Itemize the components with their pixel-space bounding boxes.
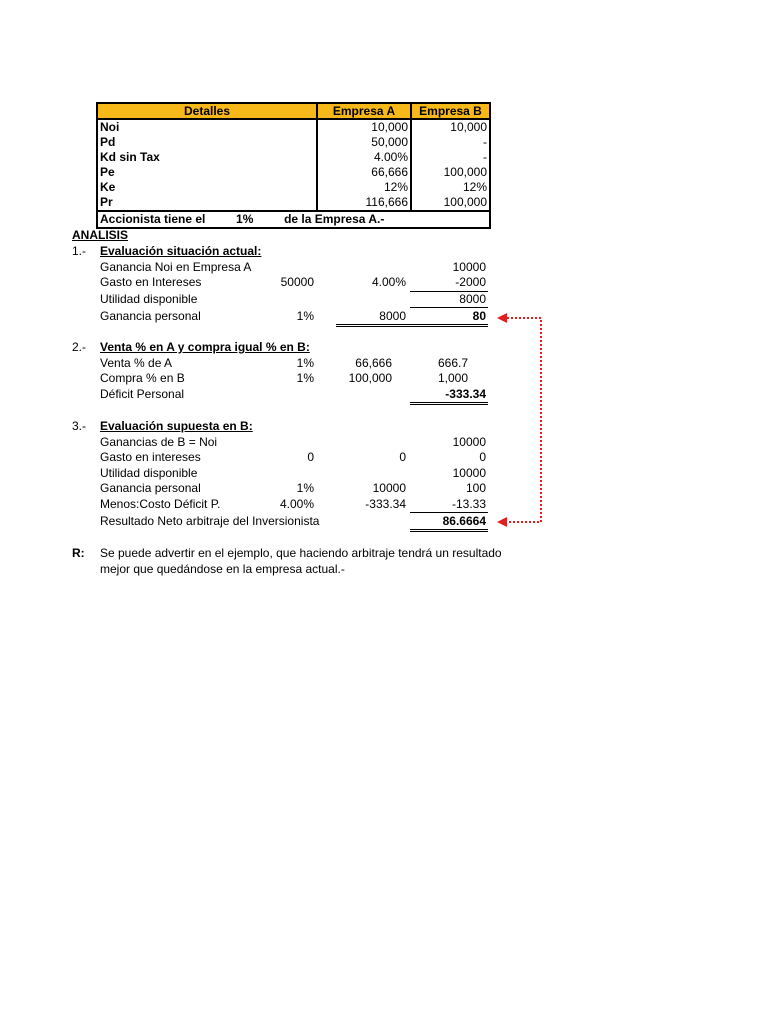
table-header-row bbox=[97, 103, 490, 119]
section-1-number: 1.- bbox=[72, 244, 87, 258]
s2-result-value: -333.34 bbox=[445, 387, 486, 401]
row-value-b: 100,000 bbox=[411, 195, 490, 211]
row-label: Ke bbox=[97, 180, 317, 195]
row-value-a: 4.00% bbox=[317, 150, 411, 165]
footer-pct: 1% bbox=[236, 212, 254, 226]
footer-suffix: de la Empresa A.- bbox=[284, 212, 385, 226]
sum-line bbox=[410, 512, 488, 513]
s3-row-c3: 10000 bbox=[452, 466, 486, 480]
s2-row-c1: 1% bbox=[296, 356, 314, 370]
header-empresa-b: Empresa B bbox=[411, 103, 490, 119]
row-label: Kd sin Tax bbox=[97, 150, 317, 165]
section-3-title: Evaluación supuesta en B: bbox=[100, 419, 253, 433]
s3-row-c3: 100 bbox=[465, 481, 486, 495]
s3-row-c2: -333.34 bbox=[365, 497, 406, 511]
table-row bbox=[97, 195, 490, 211]
s2-row-label: Déficit Personal bbox=[100, 387, 185, 401]
footer-prefix: Accionista tiene el bbox=[100, 212, 206, 226]
s1-row-label: Ganancia Noi en Empresa A bbox=[100, 260, 252, 274]
s1-row-label: Ganancia personal bbox=[100, 309, 201, 323]
s2-row-c2: 100,000 bbox=[348, 371, 392, 385]
row-value-b: 10,000 bbox=[411, 119, 490, 135]
row-value-a: 50,000 bbox=[317, 135, 411, 150]
conclusion-label: R: bbox=[72, 546, 85, 560]
s3-row-c3: 10000 bbox=[452, 435, 486, 449]
section-3-number: 3.- bbox=[72, 419, 87, 433]
row-value-a: 116,666 bbox=[317, 195, 411, 211]
s3-row-c2: 10000 bbox=[372, 481, 406, 495]
total-double-line bbox=[410, 402, 488, 403]
total-double-line bbox=[410, 404, 488, 405]
row-value-b: 100,000 bbox=[411, 165, 490, 180]
total-double-line bbox=[336, 324, 488, 325]
arrowhead-top-icon bbox=[497, 313, 507, 323]
s3-row-c1: 0 bbox=[307, 450, 314, 464]
row-label: Pe bbox=[97, 165, 317, 180]
sum-line bbox=[410, 307, 488, 308]
s2-row-c2: 66,666 bbox=[355, 356, 392, 370]
total-double-line bbox=[410, 531, 488, 532]
s2-row-c1: 1% bbox=[296, 371, 314, 385]
s1-row-c2: 8000 bbox=[379, 309, 406, 323]
s3-row-label: Ganancia personal bbox=[100, 481, 201, 495]
row-label: Pd bbox=[97, 135, 317, 150]
analysis-title: ANALISIS bbox=[72, 228, 129, 242]
s2-row-c3: 1,000 bbox=[438, 371, 469, 385]
row-value-b: 12% bbox=[411, 180, 490, 195]
table-row bbox=[97, 180, 490, 195]
s1-row-c1: 50000 bbox=[280, 275, 314, 289]
s3-row-label: Ganancias de B = Noi bbox=[100, 435, 218, 449]
arrowhead-bottom-icon bbox=[497, 517, 507, 527]
s3-row-c3: 0 bbox=[479, 450, 486, 464]
s1-row-c3: 8000 bbox=[459, 292, 486, 306]
row-value-b: - bbox=[411, 135, 490, 150]
s3-row-c2: 0 bbox=[399, 450, 406, 464]
summary-table bbox=[96, 102, 491, 229]
row-label: Noi bbox=[97, 119, 317, 135]
s1-row-c2: 4.00% bbox=[371, 275, 406, 289]
footer-cell bbox=[97, 211, 490, 228]
row-value-a: 66,666 bbox=[317, 165, 411, 180]
table-row bbox=[97, 135, 490, 150]
s1-row-c3: -2000 bbox=[455, 275, 486, 289]
s1-row-c1: 1% bbox=[296, 309, 314, 323]
section-2-number: 2.- bbox=[72, 340, 87, 354]
total-double-line bbox=[410, 529, 488, 530]
s3-row-label: Menos:Costo Déficit P. bbox=[100, 497, 221, 511]
s1-result-value: 80 bbox=[472, 309, 486, 323]
dotted-connector-line bbox=[507, 318, 541, 522]
s1-row-label: Utilidad disponible bbox=[100, 292, 198, 306]
row-value-b: - bbox=[411, 150, 490, 165]
conclusion-line-2: mejor que quedándose en la empresa actual.- bbox=[100, 562, 345, 576]
s3-row-label: Utilidad disponible bbox=[100, 466, 198, 480]
table-row bbox=[97, 150, 490, 165]
s3-row-c1: 1% bbox=[296, 481, 314, 495]
section-2-title: Venta % en A y compra igual % en B: bbox=[100, 340, 310, 354]
table-footer-row bbox=[97, 211, 490, 228]
s2-row-label: Venta % de A bbox=[100, 356, 173, 370]
s2-row-c3: 666.7 bbox=[438, 356, 469, 370]
s3-result-value: 86.6664 bbox=[442, 514, 486, 528]
s3-row-label: Gasto en intereses bbox=[100, 450, 201, 464]
row-label: Pr bbox=[97, 195, 317, 211]
total-double-line bbox=[336, 326, 488, 327]
row-value-a: 10,000 bbox=[317, 119, 411, 135]
s3-row-c3: -13.33 bbox=[451, 497, 486, 511]
table-row bbox=[97, 119, 490, 135]
comparison-arrow bbox=[495, 308, 550, 530]
conclusion-line-1: Se puede advertir en el ejemplo, que haciendo arbitraje tendrá un resultado bbox=[100, 546, 502, 560]
s3-row-c1: 4.00% bbox=[279, 497, 314, 511]
section-1-title: Evaluación situación actual: bbox=[100, 244, 262, 258]
header-empresa-a: Empresa A bbox=[317, 103, 411, 119]
s1-row-label: Gasto en Intereses bbox=[100, 275, 202, 289]
table-row bbox=[97, 165, 490, 180]
row-value-a: 12% bbox=[317, 180, 411, 195]
header-detalles: Detalles bbox=[97, 103, 317, 119]
s2-row-label: Compra % en B bbox=[100, 371, 185, 385]
s3-row-label: Resultado Neto arbitraje del Inversionista bbox=[100, 514, 320, 528]
s1-row-c3: 10000 bbox=[452, 260, 486, 274]
